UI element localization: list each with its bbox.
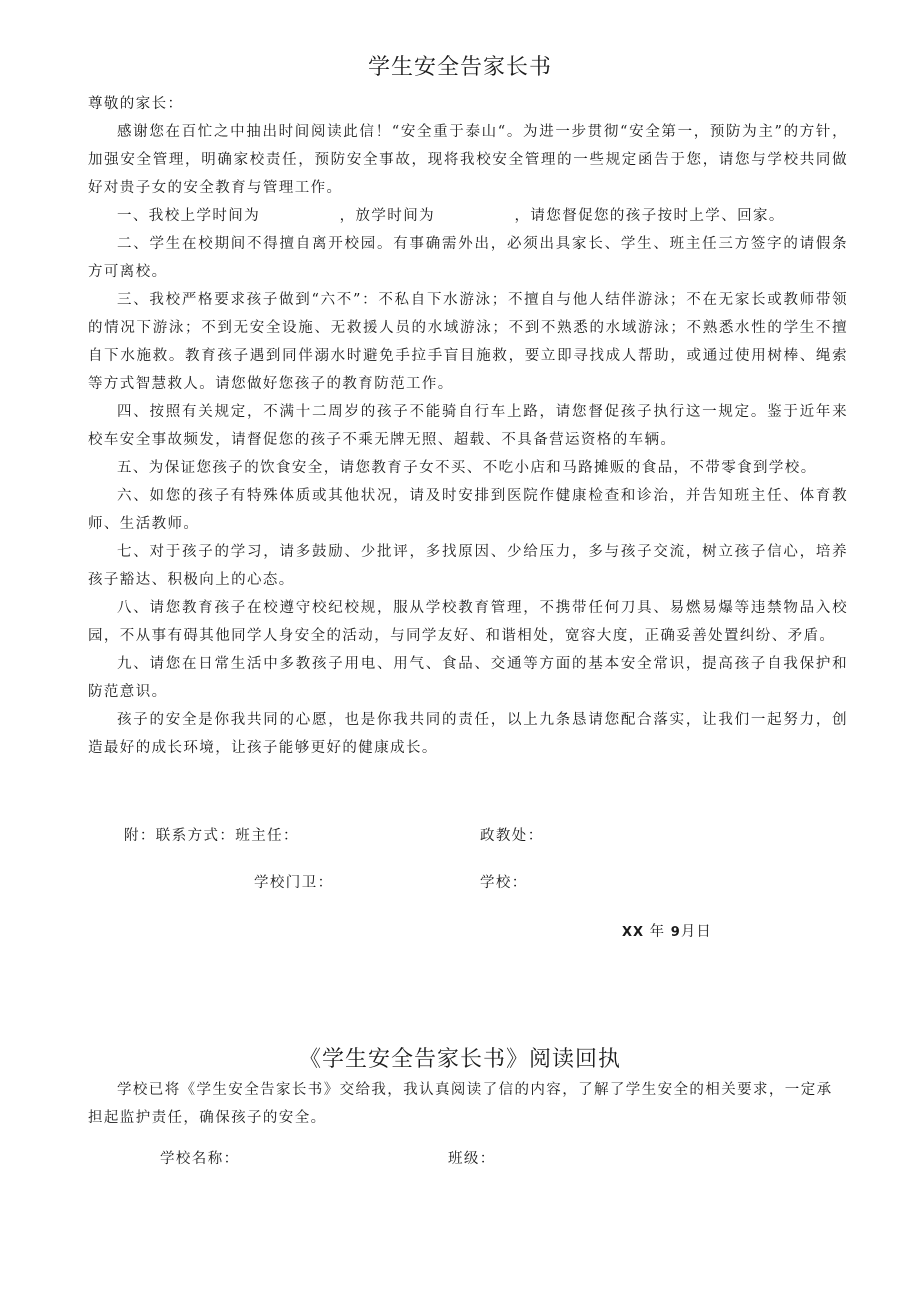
date-year: XX: [622, 925, 645, 940]
paragraph-item-5: 五、为保证您孩子的饮食安全，请您教育子女不买、不吃小店和马路摊贩的食品，不带零食到学校。: [117, 460, 817, 476]
date-year-suffix: 年: [649, 924, 666, 940]
receipt-school-name-label: 学校名称：: [160, 1151, 240, 1167]
paragraph-item-2: 二、学生在校期间不得擅自离开校园。有事确需外出，必须出具家长、学生、班主任三方签字的请假条方可离校。: [88, 236, 848, 280]
receipt-paragraph: 学校已将《学生安全告家长书》交给我，我认真阅读了信的内容，了解了学生安全的相关要求，一定承担起监护责任，确保孩子的安全。: [88, 1082, 833, 1126]
paragraph-item-8: 八、请您教育孩子在校遵守校纪校规，服从学校教育管理，不携带任何刀具、易燃易爆等违禁物品入校园，不从事有碍其他同学人身安全的活动，与同学友好、和谐相处，宽容大度，正确妥善处置纠纷、矛盾。: [88, 600, 848, 644]
paragraph-item-7: 七、对于孩子的学习，请多鼓励、少批评，多找原因、少给压力，多与孩子交流，树立孩子信心，培养孩子豁达、积极向上的心态。: [88, 544, 848, 588]
receipt-class-label: 班级：: [448, 1151, 496, 1167]
contact-teacher-label: 附：联系方式：班主任：: [124, 828, 299, 844]
receipt-title: 《学生安全告家长书》阅读回执: [298, 1047, 621, 1072]
paragraph-item-1: 一、我校上学时间为 ，放学时间为 ，请您督促您的孩子按时上学、回家。: [117, 208, 785, 224]
paragraph-item-9: 九、请您在日常生活中多教孩子用电、用气、食品、交通等方面的基本安全常识，提高孩子自我保护和防范意识。: [88, 656, 848, 700]
contact-school-label: 学校：: [480, 875, 528, 891]
paragraph-closing: 孩子的安全是你我共同的心愿，也是你我共同的责任，以上九条恳请您配合落实，让我们一起努力，创造最好的成长环境，让孩子能够更好的健康成长。: [88, 712, 848, 756]
salutation: 尊敬的家长：: [88, 96, 184, 112]
paragraph-intro: 感谢您在百忙之中抽出时间阅读此信！“安全重于泰山“。为进一步贯彻“安全第一，预防为主”的方针，加强安全管理，明确家校责任，预防安全事故，现将我校安全管理的一些规定函告于您，请您与学校共同做好对贵子女的安全教育与管理工作。: [88, 124, 848, 196]
letter-body: [88, 90, 848, 762]
contact-political-office-label: 政教处：: [480, 828, 544, 844]
contact-gate-label: 学校门卫：: [254, 875, 334, 891]
letter-date: [622, 920, 712, 941]
paragraph-item-4: 四、按照有关规定，不满十二周岁的孩子不能骑自行车上路，请您督促孩子执行这一规定。鉴于近年来校车安全事故频发，请督促您的孩子不乘无牌无照、超载、不具备营运资格的车辆。: [88, 404, 848, 448]
letter-title: 学生安全告家长书: [367, 55, 552, 80]
date-month-suffix: 月日: [680, 924, 712, 940]
receipt-body: [88, 1076, 848, 1132]
paragraph-item-6: 六、如您的孩子有特殊体质或其他状况，请及时安排到医院作健康检查和诊治，并告知班主任、体育教师、生活教师。: [88, 488, 848, 532]
paragraph-item-3: 三、我校严格要求孩子做到“六不”：不私自下水游泳；不擅自与他人结伴游泳；不在无家长或教师带领的情况下游泳；不到无安全设施、无救援人员的水域游泳；不到不熟悉的水域游泳；不熟悉水性的学生不擅自下水施救。教育孩子遇到同伴溺水时避免手拉手盲目施救，要立即寻找成人帮助，或通过使用树棒、绳索等方式智慧救人。请您做好您孩子的教育防范工作。: [88, 292, 848, 392]
date-month: 9: [670, 925, 681, 940]
